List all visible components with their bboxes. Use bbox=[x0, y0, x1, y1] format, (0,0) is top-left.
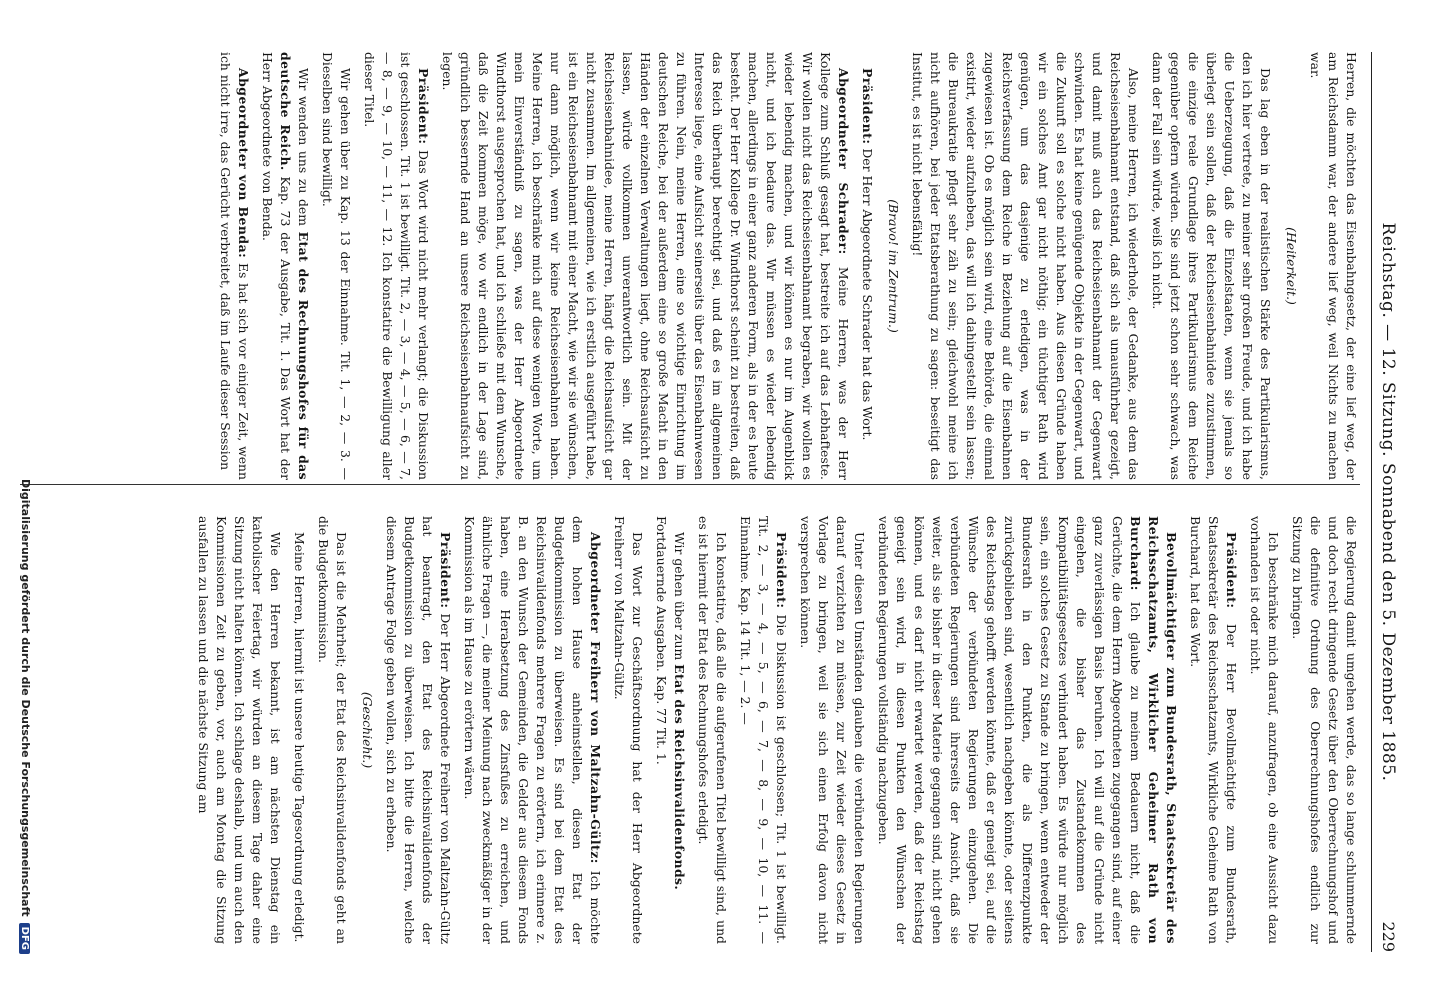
right-column bbox=[188, 516, 1360, 944]
section-heading: Etat des Rechnungshofes für das deutsche Reich. bbox=[278, 52, 311, 480]
speaker-name: Präsident: bbox=[438, 532, 453, 609]
speaker-name: Abgeordneter von Benda: bbox=[236, 68, 251, 259]
speech-text: Wir wenden uns zu dem bbox=[296, 68, 311, 226]
speaker-name: Bevollmächtigter zum Bundesrath, Staatssekretär des Reichsschatzamts, Wirklicher Geheimer Rath von Burchard: bbox=[1128, 516, 1179, 944]
speech-text: Der Herr Abgeordnete Freiherr von Maltzahn-Gültz hat beantragt, den Etat des Reichsinvalidenfonds der Budgetkommission zu überweisen. Ich bitte die Herren, welche diesem Antrage Folge geben wollen, sich zu erheben. bbox=[384, 516, 453, 944]
speech-text: Der Herr Abgeordnete Schrader hat das Wort. bbox=[860, 148, 875, 441]
header-rule bbox=[1371, 52, 1372, 952]
speech-text: Ich möchte dem hohen Hause anheimstellen, diesen Etat der Budgetkommission zu überweisen. Es sind bei dem Etat des Reichsinvalidenfonds mehrere Fragen zu erörtern, ich erinnere z. B. an den Wunsch der Gemeinden, die Gelder aus diesem Fonds haben, eine Herabsetzung des Zinsfußes zu erreichen, und ähnliche Fragen —, die meiner Meinung nach zweckmäßiger in der Kommission als im Hause zu erörtern wären. bbox=[462, 516, 603, 944]
running-title: Reichstag. — 12. Sitzung. Sonnabend den 5. Dezember 1885. bbox=[1378, 222, 1398, 782]
paragraph bbox=[382, 516, 454, 944]
paragraph bbox=[216, 52, 252, 480]
paragraph: Das Wort zur Geschäftsordnung hat der Herr Abgeordnete Freiherr von Maltzahn-Gültz. bbox=[612, 516, 645, 944]
interjection: (Bravo! im Zentrum.) bbox=[886, 199, 901, 333]
paragraph: Ich konstatire, daß alle die aufgerufenen Titel bewilligt sind, und es ist hiermit der Etat des Rechnungshofes erledigt. bbox=[696, 516, 729, 944]
paragraph: die Regierung damit umgehen werde, das so lange schlummernde und doch recht dringende Gesetz über den Oberrechnungshof und die definitive Ordnung des Oberrechnungshofes endlich zur Sitzung zu bringen. bbox=[1290, 516, 1359, 944]
speech-text: Kap. 73 der Ausgabe, Tit. 1. Das Wort hat der Herr Abgeordnete von Benda. bbox=[260, 52, 293, 480]
page-header bbox=[1370, 52, 1424, 952]
speech-text: Wir gehen über zum bbox=[672, 532, 687, 661]
paragraph: Unter diesen Umständen glauben die verbündeten Regierungen darauf verzichten zu müssen, zur Zeit wieder dieses Gesetz in Vorlage zu bringen, weil sie sich einen Erfolg davon nicht versprechen können. bbox=[798, 516, 867, 944]
digitization-credit bbox=[19, 50, 32, 954]
paragraph bbox=[1186, 516, 1240, 944]
page-number: 229 bbox=[1379, 921, 1398, 952]
paragraph: Also, meine Herren, ich wiederhole, der Gedanke, aus dem das Reichseisenbahnamt entstand, daß sich als unausführbar gezeigt, und damit muß auch das Reichseisenbahnamt der Gegenwart schwinden. Es hat keine genügende Objekte in der Gegenwart, und die Zukunft soll es solche nicht haben. Aus diesen Gründe haben wir ein solches Amt gar nicht nöthig; ein tüchtiger Rath wird genügen, um das dasjenige zu erledigen, was in der Reichsverfassung dem Reiche in Beziehung auf die Eisenbahnen zugewiesen ist. Ob es möglich sein wird, eine Behörde, die einmal existirt, wieder aufzuheben, das will ich dahingestellt sein lassen; die Bureaukratie pflegt sehr zäh zu sein; gleichwohl meine ich nicht aufhören, bei jeder Etatsberathung zu sagen: beseitigt das Institut, es ist nicht lebensfähig! bbox=[910, 52, 1141, 480]
paragraph bbox=[438, 52, 852, 480]
paragraph bbox=[258, 52, 312, 480]
credit-text: Digitalisierung gefördert durch die Deutsche Forschungsgemeinschaft bbox=[19, 478, 32, 917]
paragraph bbox=[736, 516, 790, 944]
speech-text: Ich glaube zu meinem Bedauern nicht, daß die Gerüchte, die dem Herrn Abgeordneten zugegangen sind, auf einer ganz zuverlässigen Basis beruhen. Ich will auf die Gründe nicht eingehen, die bisher das Zustandekommen des Kompatibilitätsgesetzes verhindert haben. Es würde nur möglich sein, ein solches Gesetz zu Stande zu bringen, wenn entweder der Bundesrath in den Punkten, die als Differenzpunkte zurückgeblieben sind, wesentlich nachgeben könnte, oder seitens des Reichstags gehofft werden könnte, daß er geneigt sei, auf die Wünsche der verbündeten Regierungen einzugehen. Die verbündeten Regierungen sind ihrerseits der Ansicht, daß sie weiter, als sie bisher in dieser Materie gegangen sind, nicht gehen können, und es darf nicht erwartet werden, daß der Reichstag geneigt sein wird, in diesen Punkten den Wünschen der verbündeten Regierungen vollständig nachzugeben. bbox=[876, 516, 1143, 944]
paragraph: Das lag eben in der realistischen Stärke des Partikularismus, den ich hier vertrete, zu meiner sehr großen Freude, und ich habe die Ueberzeugung, daß die Einzelstaaten, wenn sie jemals so überlegt sein sollen, daß der Reichseisenbahnidee zuzustimmen, die einzige reale Grundlage ihres Partikularismus dem Reiche gegenüber opfern würden. Sie sind jetzt schon sehr schwach, was dann der Fall sein würde, weiß ich nicht. bbox=[1150, 52, 1273, 480]
interjection: (Heiterkeit.) bbox=[1284, 227, 1299, 305]
speech-text: Es hat sich vor einiger Zeit, wenn ich nicht irre, das Gerücht verbreitet, daß im Laufe dieser Session bbox=[218, 52, 251, 480]
speech-text: Meine Herren, was der Herr Kollege zum Schluß gesagt hat, bestreite ich auf das Lebhafteste. Wir wollen nicht das Reichseisenbahnamt begraben, wir wollen es wieder lebendig machen, und wir können es nur im Augenblick nicht, und ich bedaure das. Wir müssen es wieder lebendig machen, allerdings in einer ganz anderen Form, als in der es heute besteht. Der Herr Kollege Dr. Windthorst scheint zu bestreiten, daß das Reich überhaupt berechtigt sei, und daß es im allgemeinen Interesse liege, eine Aufsicht seinerseits über das Eisenbahnwesen zu führen. Nein, meine Herren, eine so wichtige Einrichtung im deutschen Reiche, bei der außerdem eine so große Macht in den Händen der einzelnen Verwaltungen liegt, ohne Reichsaufsicht zu lassen, würde vollkommen unverantwortlich sein. Mit der Reichseisenbahnidee, meine Herren, hängt die Reichsaufsicht gar nicht zusammen. Im allgemeinen, wie ich erstlich ausgeführt habe, ist ein Reichseisenbahnamt mit einer Macht, wie wir sie wünschen, nur dann möglich, wenn wir keine Reichseisenbahnen haben. Meine Herren, ich beschränke mich auf diese wenigen Worte, um mein Einverständniß zu sagen, was der Herr Abgeordnete Windthorst ausgesprochen hat, und ich schließe mit dem Wunsche, daß die Zeit kommen möge, wo wir endlich in der Lage sind, gründlich bessernde Hand an unsere Reichseisenbahnaufsicht zu legen. bbox=[440, 52, 851, 481]
speaker-name: Präsident: bbox=[1224, 532, 1239, 609]
paragraph bbox=[858, 52, 876, 480]
speaker-name: Präsident: bbox=[860, 68, 875, 145]
paragraph: Wir gehen über zu Kap. 13 der Einnahme. Tit. 1, — 2, — 3. — Dieselben sind bewilligt. bbox=[320, 52, 353, 480]
paragraph bbox=[652, 516, 688, 944]
interjection: (Geschieht.) bbox=[360, 691, 375, 769]
speaker-name: Abgeordneter Schrader: bbox=[836, 68, 851, 255]
paragraph: Ich beschränke mich darauf, anzufragen, ob eine Aussicht dazu vorhanden ist oder nicht. bbox=[1248, 516, 1281, 944]
speech-text: Die Diskussion ist geschlossen; Tit. 1 ist bewilligt. Tit. 2, — 3, — 4, — 5, — 6, — 7, — 8, — 9, — 10, — 11. — Einnahme. Kap. 14 Tit. 1, — 2. — bbox=[738, 516, 789, 944]
paragraph: Wie den Herren bekannt, ist am nächsten Dienstag ein katholischer Feiertag, wir würden an diesem Tage daher eine Sitzung nicht halten können. Ich schlage deshalb, und um auch den Kommissionen Zeit zu geben, vor, auch am Montag die Sitzung ausfallen zu lassen und die nächste Sitzung am bbox=[196, 516, 283, 944]
speaker-name: Abgeordneter Freiherr von Maltzahn-Gültz: bbox=[588, 532, 603, 864]
left-column bbox=[210, 52, 1360, 480]
column-divider bbox=[20, 484, 1360, 485]
paragraph bbox=[460, 516, 604, 944]
paragraph bbox=[874, 516, 1180, 944]
paragraph: Meine Herren, hiermit ist unsere heutige Tagesordnung erledigt. bbox=[292, 532, 307, 943]
speaker-name: Präsident: bbox=[416, 68, 431, 145]
paragraph bbox=[360, 52, 432, 480]
dfg-logo: DFG bbox=[19, 923, 30, 954]
section-heading: Etat des Reichsinvalidenfonds. bbox=[672, 664, 687, 891]
speaker-name: Präsident: bbox=[774, 532, 789, 609]
speech-text: Fortdauernde Ausgaben. Kap. 77 Tit. 1. bbox=[654, 516, 669, 765]
speech-text: Das Wort wird nicht mehr verlangt; die Diskussion ist geschlossen. Tit. 1 ist bewilligt. Tit. 2, — 3, — 4, — 5, — 6, — 7, — 8, — 9, — 10, — 11, — 12. Ich konstatire die Bewilligung aller dieser Titel. bbox=[362, 52, 431, 480]
paragraph: Das ist die Mehrheit; der Etat des Reichsinvalidenfonds geht an die Budgetkommission. bbox=[316, 516, 349, 944]
paragraph: Herren, die möchten das Eisenbahngesetz, der eine lief weg, der am Reichsdamm war, der andere lief weg, weil Nichts zu machen war. bbox=[1308, 52, 1359, 480]
speech-text: Der Herr Bevollmächtigte zum Bundesrath, Staatssekretär des Reichsschatzamts, Wirkliche Geheime Rath von Burchard, hat das Wort. bbox=[1188, 516, 1239, 944]
